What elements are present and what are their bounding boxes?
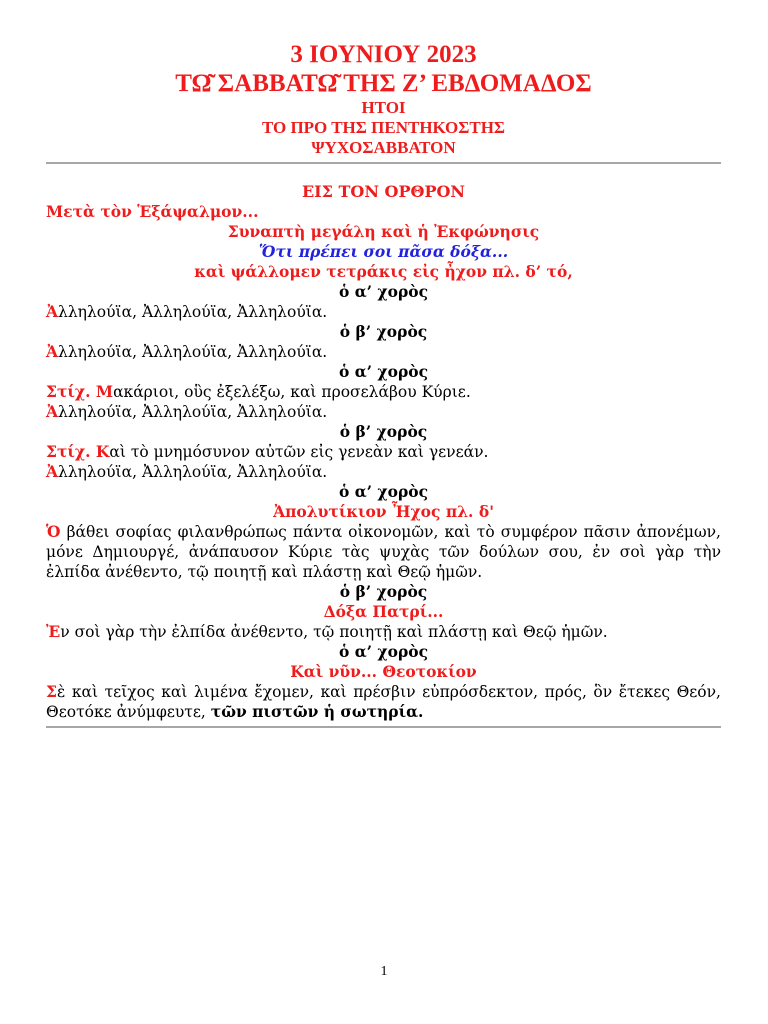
intro-rubric: Μετὰ τὸν Ἑξάψαλμον... — [46, 202, 259, 221]
synapti-rubric: Συναπτὴ μεγάλη καὶ ἡ Ἐκφώνησις — [227, 222, 540, 241]
alleluia-line — [46, 302, 721, 322]
verse-text: αὶ τὸ μνημόσυνον αὐτῶν εἰς γενεὰν καὶ γενεάν. — [109, 443, 489, 461]
alleluia-line — [46, 402, 721, 422]
alleluia-text: λληλούϊα, Ἀλληλούϊα, Ἀλληλούϊα. — [58, 303, 328, 321]
drop-initial: Ἀ — [46, 462, 59, 481]
alleluia-line — [46, 462, 721, 482]
drop-initial: Σ — [46, 682, 57, 701]
theotokion-paragraph — [46, 682, 721, 722]
drop-initial: Ἀ — [46, 302, 59, 321]
psallomen-rubric: καὶ ψάλλομεν τετράκις εἰς ἦχον πλ. δ’ τό, — [194, 262, 573, 281]
stich-label: Στίχ. — [46, 442, 96, 461]
verse-line — [46, 442, 721, 462]
etoi-heading: ΗΤΟΙ — [361, 98, 406, 117]
choir-label: ὁ α’ χορὸς — [338, 362, 429, 381]
drop-initial: Ἐ — [46, 622, 61, 641]
apolytikion-text: βάθει σοφίας φιλανθρώπως πάντα οἰκονομῶν, καὶ τὸ συμφέρον πᾶσιν ἀπονέμων, μόνε Δημιουργέ, ἀνάπαυσον Κύριε τὰς ψυχὰς τῶν δούλων σου, ἐν σοὶ γὰρ τὴν ἐλπίδα ἀνέθεντο, τῷ ποιητῇ καὶ πλάστῃ καὶ Θεῷ ἡμῶν. — [46, 523, 721, 581]
doxa-text: ν σοὶ γὰρ τὴν ἐλπίδα ἀνέθεντο, τῷ ποιητῇ καὶ πλάστῃ καὶ Θεῷ ἡμῶν. — [60, 623, 608, 641]
theotokion-text: ὲ καὶ τεῖχος καὶ λιμένα ἔχομεν, καὶ πρέσβιν εὐπρόσδεκτον, πρός, ὃν ἔτεκες Θεόν, Θεοτόκε ἀνύμφευτε, — [46, 683, 721, 721]
psychosavvaton-heading: ΨΥΧΟΣΑΒΒΑΤΟΝ — [311, 138, 456, 157]
choir-label: ὁ β’ χορὸς — [339, 582, 428, 601]
date-heading: 3 ΙΟΥΝΙΟΥ 2023 — [290, 41, 477, 68]
drop-initial: Ἀ — [46, 342, 59, 361]
ekphonisis-rubric: Ὅτι πρέπει σοι πᾶσα δόξα... — [258, 242, 509, 261]
choir-label: ὁ α’ χορὸς — [338, 282, 429, 301]
drop-initial: Κ — [95, 442, 110, 461]
alleluia-text: λληλούϊα, Ἀλληλούϊα, Ἀλληλούϊα. — [58, 403, 328, 421]
theotokion-ending: τῶν πιστῶν ἡ σωτηρία. — [210, 702, 424, 721]
drop-initial: Μ — [95, 382, 114, 401]
verse-line — [46, 382, 721, 402]
section-title: ΕΙΣ ΤΟΝ ΟΡΘΡΟΝ — [301, 182, 466, 201]
drop-initial: Ὁ — [46, 522, 61, 541]
doxa-title: Δόξα Πατρί... — [323, 602, 444, 621]
alleluia-text: λληλούϊα, Ἀλληλούϊα, Ἀλληλούϊα. — [58, 463, 328, 481]
drop-initial: Ἀ — [46, 402, 59, 421]
doxa-line — [46, 622, 721, 642]
bottom-divider — [46, 726, 721, 728]
alleluia-line — [46, 342, 721, 362]
document-page — [46, 40, 721, 728]
choir-label: ὁ β’ χορὸς — [339, 422, 428, 441]
theotokion-title: Καὶ νῦν... Θεοτοκίον — [290, 662, 477, 681]
apolytikion-paragraph — [46, 522, 721, 582]
stich-label: Στίχ. — [46, 382, 96, 401]
choir-label: ὁ α’ χορὸς — [338, 642, 429, 661]
apolytikion-title: Ἀπολυτίκιον Ἦχος πλ. δ' — [273, 502, 494, 521]
top-divider — [46, 162, 721, 164]
choir-label: ὁ α’ χορὸς — [338, 482, 429, 501]
choir-label: ὁ β’ χορὸς — [339, 322, 428, 341]
verse-text: ακάριοι, οὓς ἐξελέξω, καὶ προσελάβου Κύριε. — [113, 383, 471, 401]
alleluia-text: λληλούϊα, Ἀλληλούϊα, Ἀλληλούϊα. — [58, 343, 328, 361]
day-heading: ΤΩ͂ ΣΑΒΒΑΤΩ͂ ΤΗΣ Ζ’ ΕΒΔΟΜΑΔΟΣ — [175, 70, 592, 97]
page-number: 1 — [380, 964, 388, 979]
pentecost-heading: ΤΟ ΠΡΟ ΤΗΣ ΠΕΝΤΗΚΟΣΤΗΣ — [261, 118, 506, 137]
